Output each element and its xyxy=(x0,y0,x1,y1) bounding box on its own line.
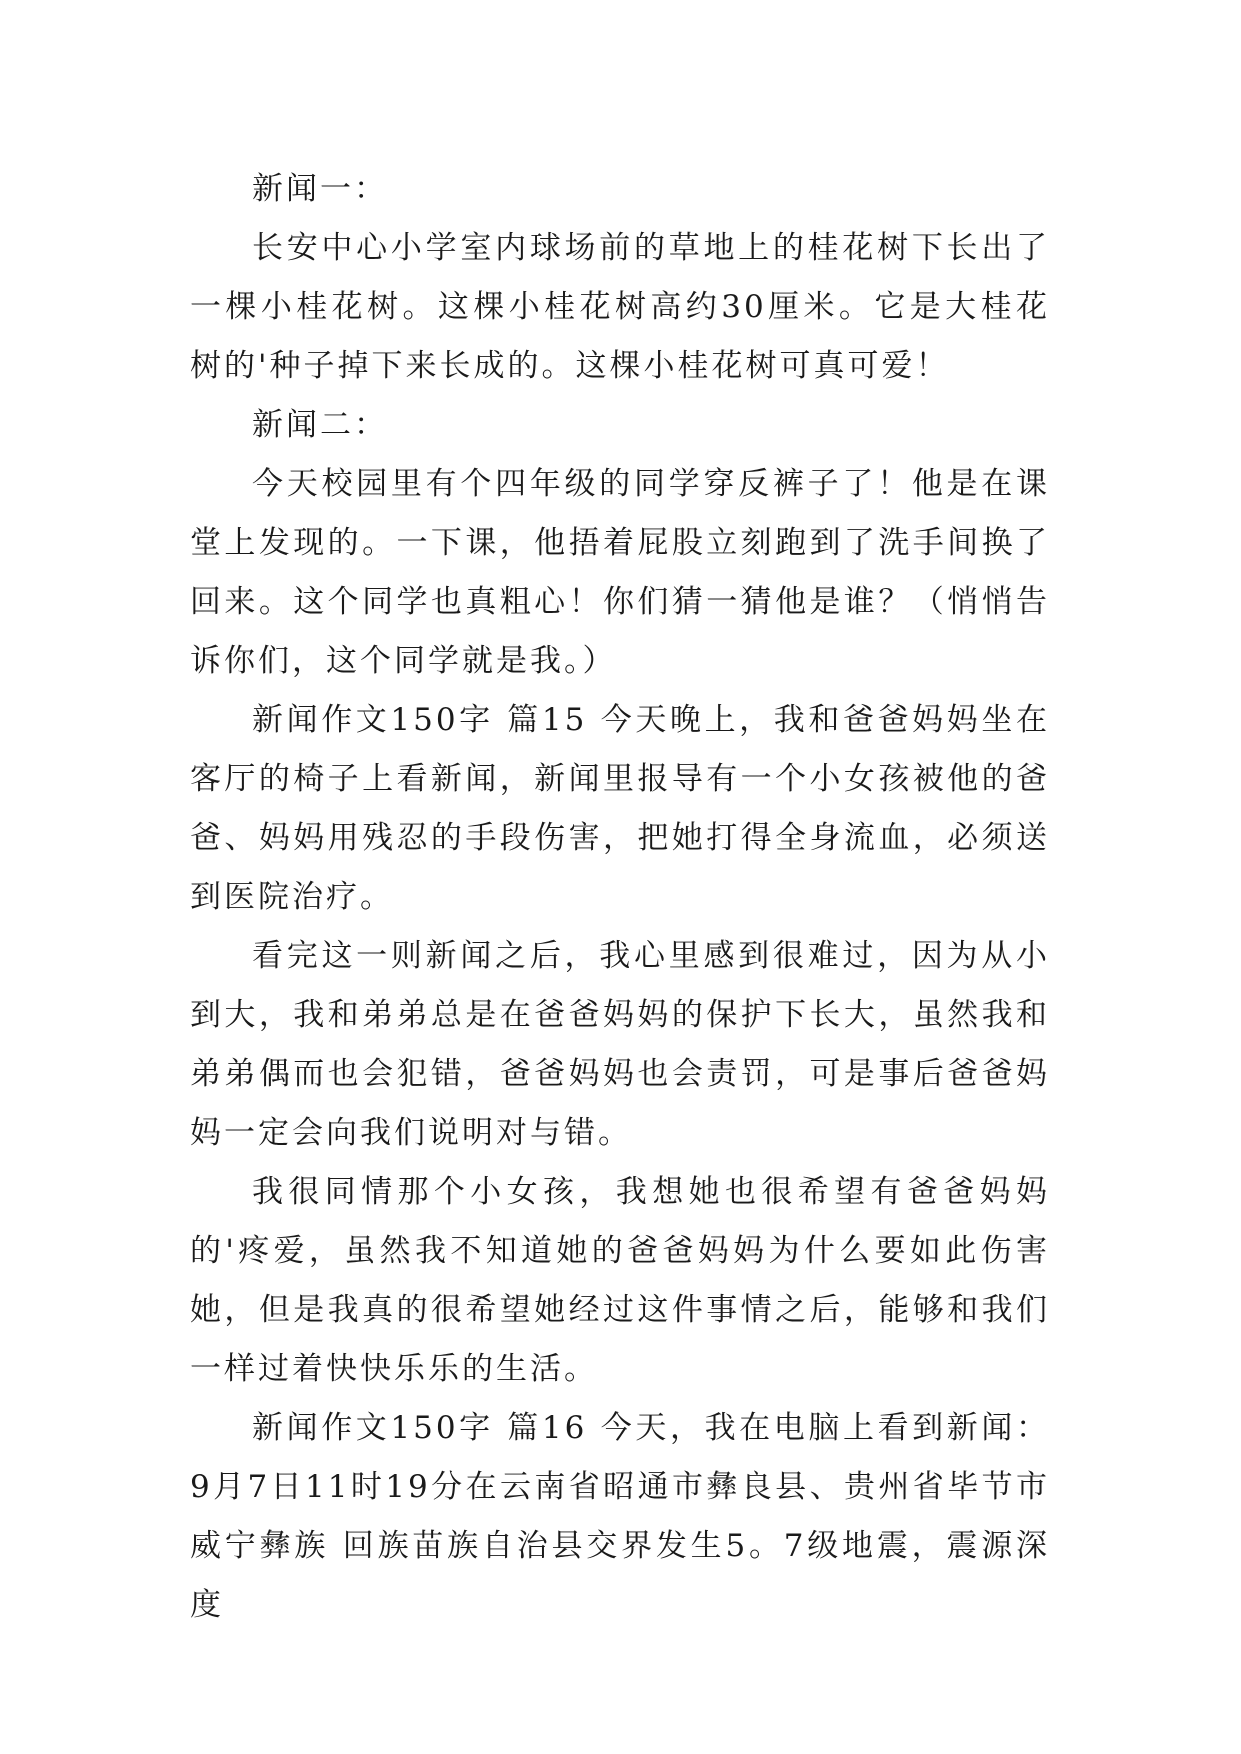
essay-15-paragraph-2: 看完这一则新闻之后，我心里感到很难过，因为从小到大，我和弟弟总是在爸爸妈妈的保护下长大，虽然我和弟弟偶而也会犯错，爸爸妈妈也会责罚，可是事后爸爸妈妈一定会向我们说明对与错。 xyxy=(190,938,1050,1151)
news-two-paragraph: 今天校园里有个四年级的同学穿反裤子了！他是在课堂上发现的。一下课，他捂着屁股立刻跑到了洗手间换了回来。这个同学也真粗心！你们猜一猜他是谁？（悄悄告诉你们，这个同学就是我。） xyxy=(190,466,1050,679)
news-one-paragraph: 长安中心小学室内球场前的草地上的桂花树下长出了一棵小桂花树。这棵小桂花树高约30厘米。它是大桂花树的'种子掉下来长成的。这棵小桂花树可真可爱！ xyxy=(190,230,1050,384)
essay-16-paragraph-1: 新闻作文150字 篇16 今天，我在电脑上看到新闻：9月7日11时19分在云南省昭通市彝良县、贵州省毕节市威宁彝族 回族苗族自治县交界发生5。7级地震，震源深度 xyxy=(190,1410,1050,1623)
essay-15-paragraph-1: 新闻作文150字 篇15 今天晚上，我和爸爸妈妈坐在客厅的椅子上看新闻，新闻里报导有一个小女孩被他的爸爸、妈妈用残忍的手段伤害，把她打得全身流血，必须送到医院治疗。 xyxy=(190,702,1050,915)
news-one-heading: 新闻一： xyxy=(252,171,388,207)
news-two-heading: 新闻二： xyxy=(252,407,388,443)
document-page xyxy=(190,160,1050,1635)
essay-15-paragraph-3: 我很同情那个小女孩，我想她也很希望有爸爸妈妈的'疼爱，虽然我不知道她的爸爸妈妈为什么要如此伤害她，但是我真的很希望她经过这件事情之后，能够和我们一样过着快快乐乐的生活。 xyxy=(190,1174,1050,1387)
